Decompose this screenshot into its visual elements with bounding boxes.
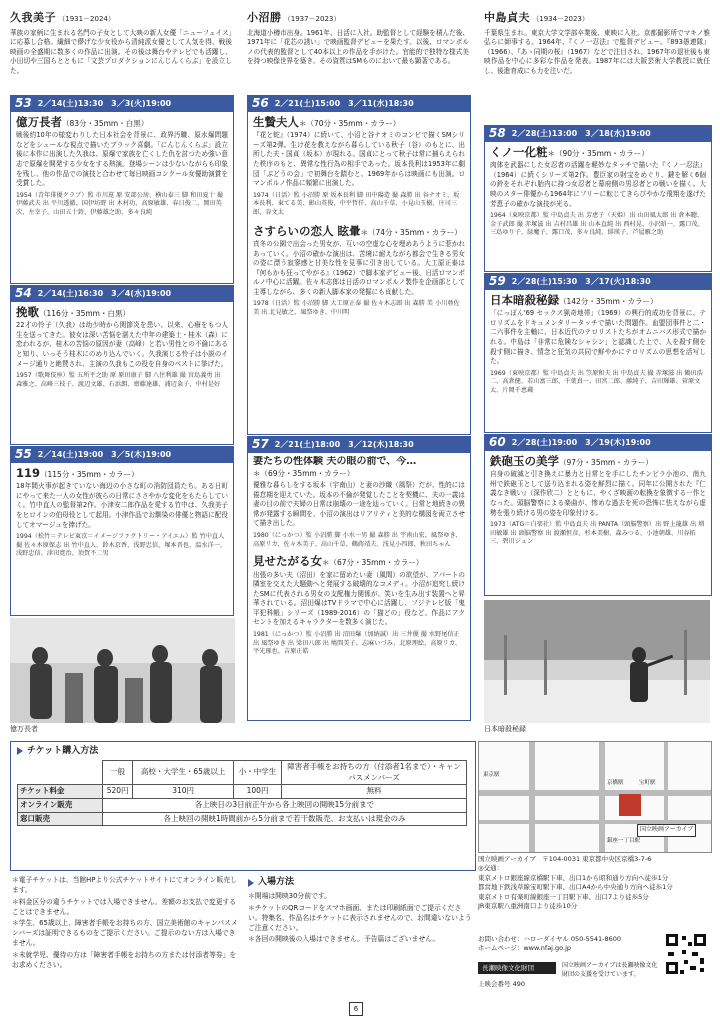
film-title: 日本暗殺秘録（142分・35mm・カラー） — [490, 293, 658, 307]
film-title: 鉄砲玉の美学（97分・35mm・カラー） — [490, 454, 653, 468]
table-cell: 520円 — [103, 785, 133, 799]
film-still-photo-right — [484, 600, 710, 723]
row-label: オンライン販売 — [18, 798, 103, 812]
film-description: 戦後約10年の様変わりした日本社会を背景に、政界汚職、原水爆問題などをシュールな視点で描いたブラック喜劇。「にんじんくらぶ」設立後に本作に出演した久我は、原爆で家族を亡くした仇を討つため強い意志で原爆を開発する少女をする熱演。登場シーンは少ないながらも印象を残し、他の作品での演技と合わせて毎日映画コンクール女優助演賞を受賞した。 — [16, 131, 228, 188]
film-credits: 1964（東映京都）監 中島貞夫 出 芳恵子（天姫）出 山田風太郎 出 倉本聰、金子武郎 撮 赤塚滋 出 吉村昌雄 出 山本直純 出 西村晃、小沢昭一、露口茂、三島ゆり子、緑魔子、露口茂、多々良純、緋瑛子、芦屋雁之助 — [490, 212, 704, 237]
transit-line: 東京メトロ有楽町線銀座一丁目駅下車、出口7より徒歩5分 — [478, 892, 649, 901]
film-description: 「にっぽん'69 セックス猟奇地帯」（1969）の興行的成功を背景に、テロリズムをドキュメンタリータッチで描いた問題作。血盟団事件と二・二六事件を主軸に、日本近代のテロリストたちがオムニバス形式で描かれる。中島は「非常に危険なシャシン」と認識した上で、人を殺す側を殺す側に描き、情念と狂気の共同で鮮やかにテロリズムの思想を活写した。 — [490, 309, 706, 366]
access-info — [478, 855, 710, 912]
program-number: 56 — [252, 96, 269, 111]
film-description: 肉体を武器にした女忍者の活躍を軽妙なタッチで描いた『くノ一忍法』（1964）に続くシリーズ第2作。豊臣家の財宝をめぐり、鍵を解く6個の鈴をそれぞれ胎内に持つ女忍者と幕府側の男忍者との戦いを描く。大映のスター俳優から1964年にフリーに転じてきらびやかな飛翔を遂げた芳恵子の確かな演技が光る。 — [490, 161, 706, 208]
triangle-icon — [17, 747, 23, 755]
program-dates: 2／28(土)13:00 3／18(水)19:00 — [511, 129, 651, 139]
program-number: 59 — [489, 274, 506, 289]
table-row — [18, 785, 467, 799]
qr-code-icon[interactable] — [664, 932, 708, 976]
map-label: 宝町駅 — [639, 780, 656, 786]
director-column-nakajima — [484, 10, 710, 76]
table-header-row — [18, 761, 467, 785]
program-55 — [10, 446, 234, 616]
program-number: 57 — [252, 437, 269, 452]
film-description: 22才の怜子（久我）は幼少時から関節炎を患い、以来、心療をもつ人生を送ってきた。彼女は深い苦悩を湛えた中年の建築士・桂木（森）に恋われるが、桂木の苦悩の原因が妻（高峰）と若い男性との不倫にあると知り、いっそう桂木にのめり込んでいく。久我演じる怜子は小説のイメージ通りと絶賛され、主演の久我もこの役を自身のベストに挙げた。 — [16, 321, 228, 368]
director-heading — [10, 10, 232, 26]
film-title: 妻たちの性体験 夫の眼の前で、今… — [253, 456, 417, 467]
foundation-logo: 長瀬映像文化財団 — [478, 962, 556, 974]
table-cell: 各上映回の開映1時間前から5分前まで若干数販売、お支払いは現金のみ — [103, 812, 467, 826]
map-road — [529, 742, 535, 852]
film-spec: ＊（67分・35mm・カラー） — [322, 558, 424, 568]
ticket-heading: チケット購入方法 — [17, 745, 98, 758]
page-number: 6 — [349, 1002, 363, 1016]
program-53 — [10, 95, 234, 284]
table-row — [18, 798, 467, 812]
table-cell: 310円 — [133, 785, 234, 799]
director-name: 中島貞夫 — [484, 11, 530, 24]
column-header: 障害者手帳をお持ちの方（付添者1名まで）・キャンパスメンバーズ — [282, 761, 467, 785]
program-header — [11, 286, 233, 302]
column-header: 高校・大学生・65歳以上 — [133, 761, 234, 785]
program-number: 54 — [15, 286, 32, 301]
director-heading — [484, 10, 710, 26]
program-number: 53 — [15, 96, 32, 111]
film-spec: ＊（70分・35mm・カラー） — [299, 119, 401, 128]
film-still-photo-left — [10, 618, 235, 723]
access-map — [478, 741, 712, 853]
transit-line: 都営地下鉄浅草線宝町駅下車、出口A4から中央通り方向へ徒歩1分 — [478, 883, 673, 892]
program-54 — [10, 285, 234, 445]
film-credits: 1981（にっかつ）監 小沼勝 出 沼田爆（加納誠）出 三井優 撮 水野尾信正 出 風祭ゆき 出 梁田八郎 出 鳩間美子、志麻いづみ、北原理絵、高原リカ、平光琢也、吉原正皓 — [253, 630, 461, 656]
film-spec: （97分・35mm・カラー） — [559, 458, 653, 467]
program-dates: 2／14(土)19:00 3／5(木)19:00 — [37, 450, 172, 460]
film-spec: （115分・35mm・カラー） — [40, 470, 139, 479]
program-header — [248, 437, 470, 453]
row-label: チケット料金 — [18, 785, 103, 799]
photo-caption-right: 日本暗殺秘録 — [484, 725, 526, 733]
director-bio: 華族の家柄に生まれる名門の子女として大映の新人女優「ニューフェイス」に応募し合格。繊細で儚げな少女役から清純派女優として人気を得、戦後映画の全盛期に数多くの作品に出演。その後は舞台やテレビでも活躍し、小田切や三国らとともに「文芸プロダクションにんじんくらぶ」を設立した。 — [10, 28, 232, 75]
people-photo-illustration — [10, 618, 235, 723]
director-bio: 北海道小樽市出身。1961年、日活に入社。助監督として経験を積んだ後、1971年に「花芯の誘い」で映画監督デビューを果たす。以後、ロマンポルノの代表的監督として40本以上の作品を手がけた。官能的で独特な様式美を持つ映像世界を築き、その資質はSMものにおいて最も顕著である。 — [247, 28, 469, 66]
ticket-table — [17, 760, 467, 826]
transit-heading: ◎交通： — [478, 864, 504, 873]
note-item: ＊料金区分の違うチケットでは入場できません。差額のお支払で変更することはできません。 — [12, 897, 237, 916]
program-58 — [484, 125, 712, 272]
film-spec: ＊（90分・35mm・カラー） — [547, 149, 649, 158]
map-label-venue: 国立映画アーカイブ — [637, 824, 696, 837]
film-title: 億万長者（83分・35mm・白黒） — [16, 115, 149, 129]
film-description: 自身の破滅と引き換えに暴力と日常とを手にしたチンピラ小池の、南九州で鉄砲玉として送り込まれる姿を鮮烈に描く。同年に公開された『仁義なき戦い』（深作欣二）とともに、やくざ映画の転換を象徴する一作となった。頭脳警察による楽曲が、惨めな過去を死の恐怖に怯えながら虚勢を張り続ける男の姿を印象付ける。 — [490, 470, 706, 517]
venue-address: 国立映画アーカイブ 〒104-0031 東京都中央区京橋3-7-6 — [478, 855, 652, 863]
film-spec: （83分・35mm・白黒） — [62, 119, 149, 128]
ticket-box — [10, 741, 476, 871]
director-years: （1934－2023） — [532, 15, 589, 23]
film-description: 18年間火事が起きていない海辺の小さな町の消防団員たち。ある日町にやって来た一人の女性が彼らの日常にささやかな変化をもたらしていく。竹中直人の監督第2作。小津安二郎作品を愛する竹中は、久我美子をヒロインの伯母役として起用。小津作品でお馴染の俳優と物語に配役してオマージュを捧げた。 — [16, 482, 228, 529]
triangle-icon — [248, 879, 254, 887]
ticket-notes — [12, 876, 238, 973]
film-description: 優雅な暮らしをする坂本（宇南山）と妻の沙織（風祭）だが、性的には倦怠期を迎えていた。坂本の不倫が発覚したことを契機に、夫の一義は妻の目の前で夫婦の日常は崩壊の一途を辿っていく。日常と地続きの異常が発露する瞬間を、小沼の演出はリアリティと美的な構図を両立させて描き出した。 — [253, 481, 465, 528]
table-row — [18, 812, 467, 826]
film-spec: （116分・35mm・白黒） — [39, 309, 130, 318]
director-years: （1937－2023） — [283, 15, 341, 23]
film-credits: 1969（東映京都）監 中島貞夫 出 笠原和夫 出 中島貞夫 撮 赤塚滋 出 鶴田浩二、高倉健、若山富三郎、千葉真一、田宮二郎、藤純子、吉田輝雄、菅原文太、片岡千恵蔵 — [490, 369, 703, 394]
program-header — [11, 447, 233, 463]
entry-heading: 入場方法 — [248, 876, 474, 889]
map-label: 銀座一丁目駅 — [607, 838, 641, 844]
film-credits: 1954（青年俳優クラブ）監 市川崑 原 安部公房、横山泰三 脚 和田夏十 撮 伊藤武夫 出 平川透徹、国伊坊野 出 木村功、高原敏雄、春日俊二、岡田英次、左幸子、山田五十鈴、伊藤雄之助、多々良純 — [16, 191, 224, 216]
film-description: 真冬の公園で出会った男女が、互いの空虚な心を埋めあうように惹かれあっていく。小沼の確かな演出は、苦境に耐えながら都会で生きる男女の姿に漂う寂寥感と甘美な性を見事に引き出している。大工原正泰は『何もかも狂ってやがる』（1962）で脚本家デビュー後、日活ロマンポルノ中心に活躍。佐々木志郎は日活のロマンポルノ製作を企画部として主導しながら、多くの新人脚本家の発掘にも貢献した。 — [253, 240, 465, 296]
row-label: 窓口販売 — [18, 812, 103, 826]
film-title: 見せたがる女＊（67分・35mm・カラー） — [253, 554, 424, 569]
qr-code-graphic — [664, 932, 708, 976]
program-number: 55 — [15, 447, 32, 462]
program-dates: 2／28(土)15:30 3／17(火)18:30 — [511, 277, 651, 287]
film-title: 生贄夫人＊（70分・35mm・カラー） — [253, 115, 401, 129]
contact-info — [478, 935, 638, 954]
film-title: さすらいの恋人 眩暈＊（74分・35mm・カラー） — [253, 223, 462, 238]
program-header — [485, 435, 711, 451]
note-item: ＊各回の開映後の入場はできません。予告篇はございません。 — [248, 935, 440, 944]
program-dates: 2／21(土)18:00 3／12(木)18:30 — [274, 440, 414, 450]
transit-line: 東京メトロ銀座線京橋駅下車、出口1から昭和通り方向へ徒歩1分 — [478, 873, 669, 882]
film-credits: 1994（松竹＝テレビ東京＝イメージファクトリー・アイエム）監 竹中直人 撮 佐々木原保志 出 竹中直人、鈴木京香、浅野忠信、塚本晋也、温水洋一、浅野忠信、津田寛治、須賀不二男 — [16, 533, 227, 558]
film-spec: ＊（69分・35mm・カラー） — [253, 468, 355, 478]
table-cell: 各上映日の3日前正午から各上映回の開映15分前まで — [103, 798, 467, 812]
program-number: 60 — [489, 435, 506, 450]
program-60 — [484, 434, 712, 596]
program-number: 58 — [489, 126, 506, 141]
photo-caption-left: 億万長者 — [10, 725, 38, 733]
note-item: ＊チケットのQRコードをスマホ画面、または印刷紙面でご提示ください。特集名、作品名はチケットに表示されませんので、お間違いないようご注意ください。 — [248, 903, 472, 932]
film-credits: 1973（ATG＝白楽社）監 中島貞夫 出 PANTA（頭脳警察）出 野上龍雄 出 増田敏雄 出 頭脳警察 出 渡瀬恒彦、杉本美樹、森みつる、小池朝雄、川谷拓三、碧川ジュン — [490, 521, 705, 546]
note-item: ＊電子チケットは、当館HPより公式チケットサイトにてオンライン販売します。 — [12, 876, 237, 894]
note-item: ＊未就学児、優待の方は「障害者手帳をお持ちの方または付添者等券」をお求めください。 — [12, 950, 237, 969]
program-header — [248, 96, 470, 112]
map-road — [479, 790, 711, 796]
program-56 — [247, 95, 471, 435]
note-item: ＊学生、65歳以上、障害者手帳をお持ちの方、国立美術館のキャンパスメンバーズは証明できるものをご提示ください。ご提示のない方は入場できません。 — [12, 919, 238, 948]
map-label: 京橋駅 — [607, 780, 624, 786]
program-dates: 2／28(土)19:00 3／19(木)19:00 — [511, 438, 651, 448]
director-column-konuma — [247, 10, 469, 67]
director-column-kuga — [10, 10, 232, 76]
homepage-link[interactable]: ホームページ：www.nfaj.go.jp — [478, 944, 572, 953]
map-road — [599, 742, 605, 852]
map-label: 東京駅 — [483, 772, 500, 778]
film-title: くノ一化粧＊（90分・35mm・カラー） — [490, 145, 649, 159]
film-credits: 1980（にっかつ）監 小沼勝 脚 小水一男 撮 森勝 出 宇南山宏、風祭ゆき、高原リカ、佐々木美子、高山千草、鶴蒔靖夫、浅見小四郎、秋田ちゃん — [253, 531, 462, 548]
note-item: ＊開場は開映30分前です。 — [248, 892, 331, 901]
film-description: 出張の多い夫（沼田）を家に留めたい妻（風間）の欲望が、アパートの隣室を交えた大騒動へと発展する破壊的なコメディ。小沼が追究し続けたSMに代表される男女の支配権力関係が、笑いを生み出す装置へと昇華されている。沼田爆はTVドラマで中心に活躍し、フジテレビ版「鬼平犯科帳」シリーズ（1989-2016）の「猫どの」役など、作品にアクセントを加えるキャラクターを数多く演じた。 — [253, 570, 465, 627]
film-credits: 1974（日活）監 小沼勝 原 坂本長利 脚 田中陽造 撮 森勝 出 谷ナオミ、坂本長利、東てる美、影山英俊、中平哲仟、高山千草、小見山玉樹、庄司三郎、谷文太 — [253, 191, 460, 216]
transit-line: JR東京駅八重洲南口より徒歩10分 — [478, 902, 578, 911]
director-name: 小沼勝 — [247, 11, 282, 24]
permit-number: 上映会番号 490 — [478, 980, 525, 988]
venue-marker — [619, 794, 641, 816]
program-dates: 2／14(土)13:30 3／3(火)19:00 — [37, 99, 172, 109]
program-59 — [484, 273, 712, 433]
director-heading — [247, 10, 469, 26]
column-header: 一般 — [103, 761, 133, 785]
film-spec: （142分・35mm・カラー） — [559, 297, 658, 306]
entry-notes — [248, 876, 474, 947]
film-credits: 1978（日活）監 小沼勝 脚 大工原正泰 撮 佐々木志郎 出 森勝 美 小川亜佐美 出 北見敏之、風祭ゆき、中川明 — [253, 300, 460, 316]
director-name: 久我美子 — [10, 11, 56, 24]
program-header — [485, 274, 711, 290]
table-cell: 100円 — [234, 785, 282, 799]
program-dates: 2／14(土)16:30 3／4(水)19:00 — [37, 289, 172, 299]
director-bio: 千葉県生まれ。東京大学文学部卒業後、東映に入社。京都撮影所でマキノ雅弘らに師事する。1964年、『くノ一忍法』で監督デビュー。『893愚連隊』（1966）、『あゝ同期の桜』（1967）などで注目され、1967年の退社後も東映作品を中心に多彩な作品を発表。1987年には大阪芸術大学教授に就任し、後進育成にも力を注いだ。 — [484, 28, 710, 75]
snow-scene-illustration — [484, 600, 710, 723]
director-years: （1931－2024） — [58, 15, 115, 23]
table-cell: 無料 — [282, 785, 467, 799]
program-header — [11, 96, 233, 112]
film-spec: ＊（74分・35mm・カラー） — [360, 227, 462, 237]
program-dates: 2／21(土)15:00 3／11(水)18:30 — [274, 99, 414, 109]
program-header — [485, 126, 711, 142]
foundation-support: 国立映画アーカイブは長瀬映像文化財団の支援を受けています。 — [562, 962, 658, 978]
contact-phone: お問い合わせ：ハローダイヤル 050-5541-8600 — [478, 935, 622, 943]
program-57 — [247, 436, 471, 721]
film-title: 挽歌（116分・35mm・白黒） — [16, 305, 130, 319]
column-header: 小・中学生 — [234, 761, 282, 785]
film-credits: 1957（歌舞伎座）監 五所平之助 原 原田康子 脚 八住利雄 撮 宮島義勇 出 森雅之、高峰三枝子、渡辺文雄、石浜朗、齋藤達雄、浦辺粂子、中村是好 — [16, 372, 221, 388]
film-title: 119（115分・35mm・カラー） — [16, 466, 139, 480]
film-description: 『花と蛇』（1974）に続いて、小沼と谷ナオミのコンビで描くSMシリーズ第2弾。生け花を教えながら暮らしている秋子（谷）のもとに、出所した夫・国貞（坂本）が現れる。国貞にとって秋子は常に捕らえられた秩序のもと、異常な性行為の相手であった。坂本長利は1953年に劇団「ぶどうの会」で初舞台を踏むと、1969年からは映画にも出演。ロマンポルノ作品に頻繁に出演した。 — [253, 131, 465, 188]
